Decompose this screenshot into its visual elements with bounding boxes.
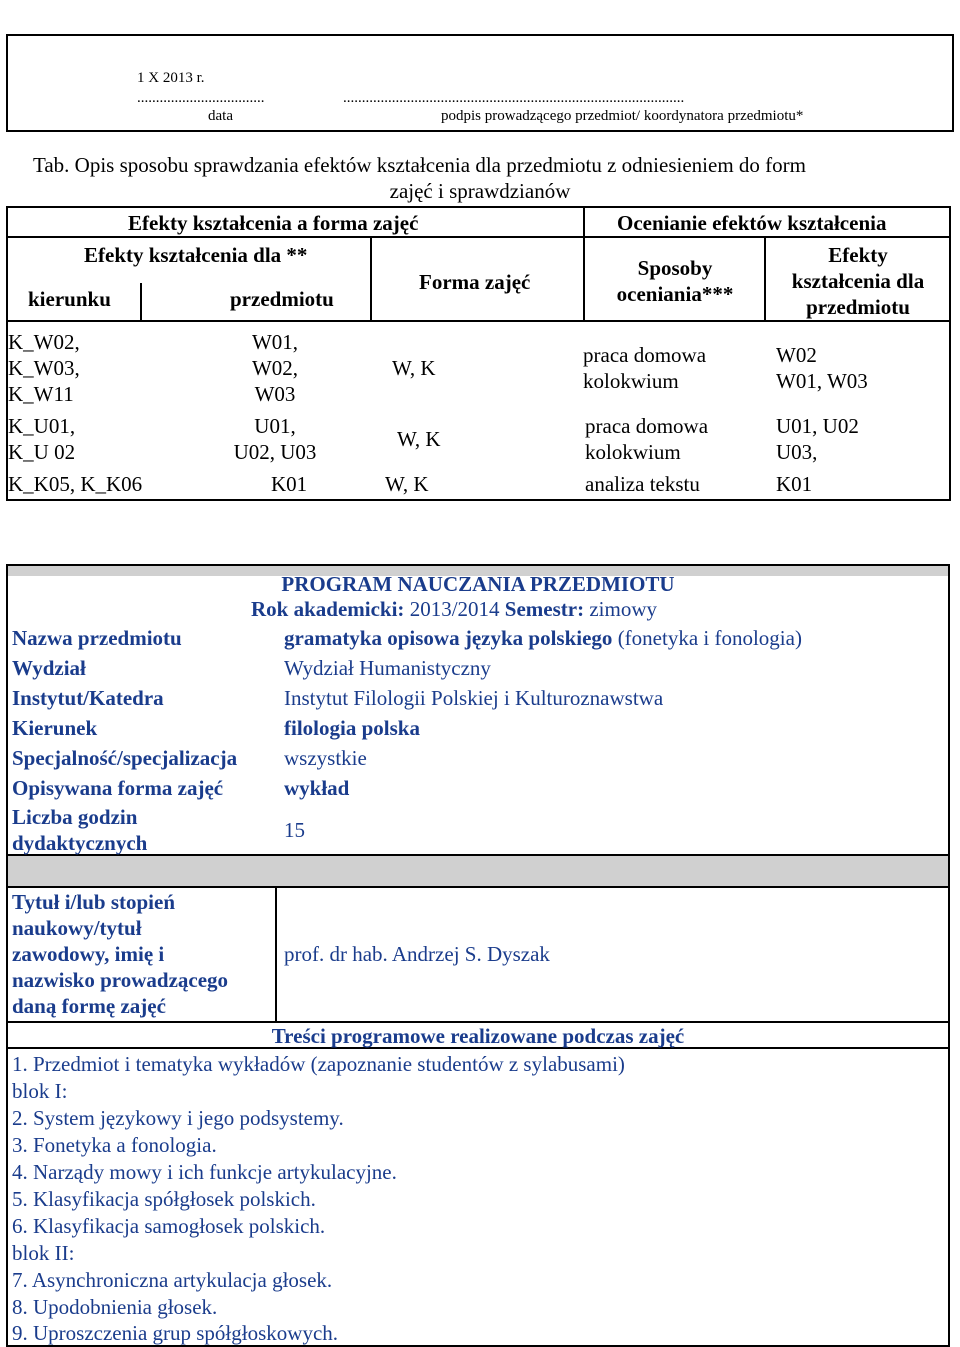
cell-sposoby: analiza tekstu	[585, 472, 700, 496]
signature-date-value: 1 X 2013 r.	[137, 70, 205, 86]
table-caption-line1: Tab. Opis sposobu sprawdzania efektów kształcenia dla przedmiotu z odniesieniem do form	[33, 153, 806, 177]
program-title: PROGRAM NAUCZANIA PRZEDMIOTU	[281, 572, 675, 596]
value-wydzial: Wydział Humanistyczny	[284, 656, 491, 680]
cell-sposoby: praca domowa	[583, 343, 707, 367]
value-specjalnosc: wszystkie	[284, 746, 367, 770]
cell-kierunku: K_K05, K_K06	[8, 472, 143, 496]
label-tytul: daną formę zajęć	[12, 994, 166, 1018]
label-kierunek: Kierunek	[12, 716, 98, 740]
label-nazwa: Nazwa przedmiotu	[12, 626, 182, 650]
program-year-line	[251, 597, 657, 621]
signature-date-label: data	[208, 108, 233, 124]
table-caption-line2: zajęć i sprawdzianów	[389, 179, 571, 203]
tresci-title: Treści programowe realizowane podczas zajęć	[271, 1024, 685, 1048]
gray-bar-middle	[7, 856, 949, 886]
cell-forma: W, K	[397, 427, 441, 451]
cell-przedmiotu: U02, U03	[233, 440, 317, 464]
col-efekty-l2: kształcenia dla	[791, 269, 925, 293]
list-item: 6. Klasyfikacja samogłosek polskich.	[12, 1214, 326, 1238]
table-group-left: Efekty kształcenia a forma zajęć	[128, 211, 419, 235]
label-forma: Opisywana forma zajęć	[12, 776, 224, 800]
list-item: 1. Przedmiot i tematyka wykładów (zapoznanie studentów z sylabusami)	[12, 1052, 625, 1076]
list-item: 8. Upodobnienia głosek.	[12, 1295, 218, 1319]
value-tytul: prof. dr hab. Andrzej S. Dyszak	[284, 942, 550, 966]
cell-forma: W, K	[392, 356, 436, 380]
signature-label: podpis prowadzącego przedmiot/ koordynatora przedmiotu*	[441, 108, 804, 124]
cell-kierunku: K_U 02	[8, 440, 76, 464]
list-item: 2. System językowy i jego podsystemy.	[12, 1106, 344, 1130]
value-nazwa-bold: gramatyka opisowa języka polskiego	[284, 626, 613, 650]
semester-label: Semestr:	[504, 597, 585, 621]
cell-kierunku: K_U01,	[8, 414, 76, 438]
list-item: 3. Fonetyka a fonologia.	[12, 1133, 217, 1157]
cell-przedmiotu: K01	[271, 472, 308, 496]
col-sposoby-l2: oceniania***	[616, 282, 734, 306]
cell-efekty: W01, W03	[776, 369, 868, 393]
label-godziny-l1: Liczba godzin	[12, 805, 138, 829]
signature-dots-right: ...........................................................................................	[343, 90, 685, 106]
cell-przedmiotu: W03	[254, 382, 296, 406]
value-nazwa-rest: (fonetyka i fonologia)	[617, 626, 802, 650]
cell-sposoby: praca domowa	[585, 414, 709, 438]
year-value: 2013/2014	[409, 597, 500, 621]
cell-efekty: K01	[776, 472, 813, 496]
semester-value: zimowy	[589, 597, 657, 621]
cell-forma: W, K	[385, 472, 429, 496]
cell-przedmiotu: W01,	[251, 330, 299, 354]
list-item: 4. Narządy mowy i ich funkcje artykulacyjne.	[12, 1160, 397, 1184]
col-przedmiotu: przedmiotu	[230, 287, 334, 311]
label-instytut: Instytut/Katedra	[12, 686, 164, 710]
value-godziny: 15	[284, 818, 305, 842]
col-efekty-l3: przedmiotu	[806, 295, 910, 319]
col-forma: Forma zajęć	[419, 270, 531, 294]
label-tytul: naukowy/tytuł	[12, 916, 142, 940]
list-item: 5. Klasyfikacja spółgłosek polskich.	[12, 1187, 316, 1211]
list-item: blok II:	[12, 1241, 75, 1265]
value-kierunek: filologia polska	[284, 716, 420, 740]
list-item: blok I:	[12, 1079, 68, 1103]
list-item: 9. Uproszczenia grup spółgłoskowych.	[12, 1321, 339, 1345]
label-specjalnosc: Specjalność/specjalizacja	[12, 746, 238, 770]
year-label: Rok akademicki:	[251, 597, 405, 621]
list-item: 7. Asynchroniczna artykulacja głosek.	[12, 1268, 333, 1292]
label-tytul: zawodowy, imię i	[12, 942, 165, 966]
label-wydzial: Wydział	[12, 656, 86, 680]
col-kierunku: kierunku	[28, 287, 111, 311]
cell-kierunku: K_W02,	[8, 330, 80, 354]
label-godziny-l2: dydaktycznych	[12, 831, 148, 855]
value-forma: wykład	[284, 776, 350, 800]
value-instytut: Instytut Filologii Polskiej i Kulturoznawstwa	[284, 686, 664, 710]
cell-efekty: W02	[776, 343, 817, 367]
cell-efekty: U03,	[776, 440, 818, 464]
cell-sposoby: kolokwium	[583, 369, 679, 393]
table-group-right: Ocenianie efektów kształcenia	[617, 211, 887, 235]
label-tytul: Tytuł i/lub stopień	[12, 890, 175, 914]
cell-efekty: U01, U02	[776, 414, 859, 438]
cell-przedmiotu: W02,	[251, 356, 299, 380]
table-sub-efekty: Efekty kształcenia dla **	[84, 243, 308, 267]
value-nazwa	[284, 626, 802, 650]
signature-dots-left: ..................................	[137, 90, 265, 106]
cell-sposoby: kolokwium	[585, 440, 681, 464]
col-sposoby-l1: Sposoby	[637, 256, 713, 280]
label-tytul: nazwisko prowadzącego	[12, 968, 229, 992]
cell-przedmiotu: U01,	[254, 414, 296, 438]
cell-kierunku: K_W11	[8, 382, 74, 406]
cell-kierunku: K_W03,	[8, 356, 80, 380]
col-efekty-l1: Efekty	[828, 243, 888, 267]
